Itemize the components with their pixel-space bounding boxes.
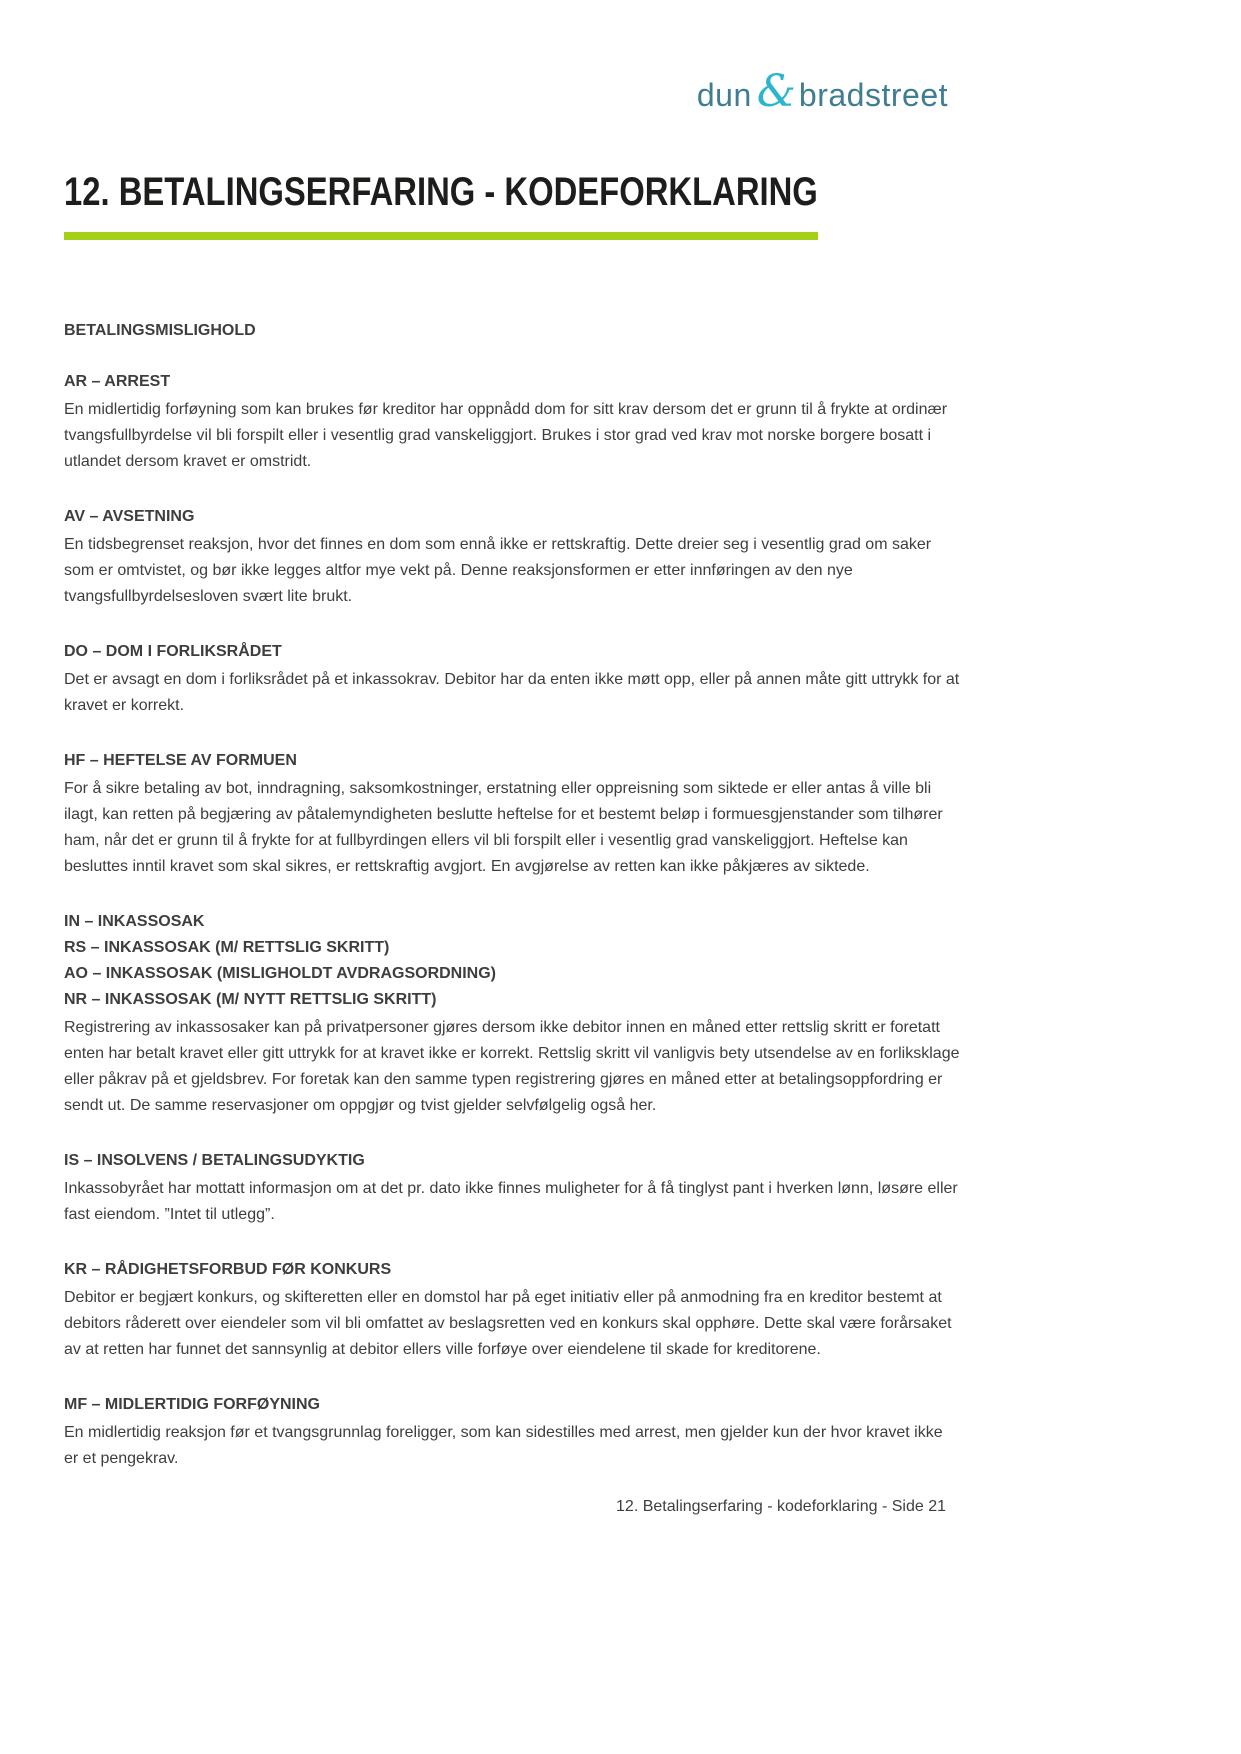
section-heading-betalingsmislighold: BETALINGSMISLIGHOLD <box>64 322 256 339</box>
code-entry <box>64 1257 960 1363</box>
entry-code-headings <box>64 1257 960 1283</box>
entry-description: Debitor er begjært konkurs, og skifteretten eller en domstol har på eget initiativ eller på anmodning fra en kreditor bestemt at debitors råderett over eiendeler som vil bli omfattet av beslagsretten ved en konkurs skal opphøre. Dette skal være forårsaket av at retten har funnet det sannsynlig at debitor ellers ville forføye over eiendelene til skade for kreditorene. <box>64 1289 952 1358</box>
code-entry <box>64 639 960 719</box>
entry-code-headings <box>64 909 960 1013</box>
code-entry <box>64 909 960 1119</box>
entry-code-headings <box>64 369 960 395</box>
logo-word-bradstreet: bradstreet <box>798 77 948 113</box>
entry-description: En midlertidig reaksjon før et tvangsgrunnlag foreligger, som kan sidestilles med arrest, men gjelder kun der hvor kravet ikke er et pengekrav. <box>64 1424 943 1467</box>
code-entry <box>64 1148 960 1228</box>
page-footer: 12. Betalingserfaring - kodeforklaring - Side 21 <box>616 1498 946 1515</box>
entry-description: En midlertidig forføyning som kan brukes før kreditor har oppnådd dom for sitt krav dersom det er grunn til å frykte at ordinær tvangsfullbyrdelse vil bli forspilt eller i vesentlig grad vanskeliggjort. Brukes i stor grad ved krav mot norske borgere bosatt i utlandet dersom kravet er omstridt. <box>64 401 948 470</box>
logo-ampersand-icon: & <box>756 66 796 117</box>
entry-code-heading: AR – ARREST <box>64 373 171 390</box>
entry-code-heading: AO – INKASSOSAK (MISLIGHOLDT AVDRAGSORDNING) <box>64 965 497 982</box>
entry-code-heading: DO – DOM I FORLIKSRÅDET <box>64 643 282 660</box>
entry-code-heading: KR – RÅDIGHETSFORBUD FØR KONKURS <box>64 1261 392 1278</box>
logo-word-dun: dun <box>696 77 752 113</box>
title-underline-bar <box>64 232 818 240</box>
entry-code-heading: HF – HEFTELSE AV FORMUEN <box>64 752 297 769</box>
entry-code-heading: RS – INKASSOSAK (M/ RETTSLIG SKRITT) <box>64 939 390 956</box>
page-title: 12. BETALINGSERFARING - KODEFORKLARING <box>64 170 818 214</box>
entry-code-headings <box>64 748 960 774</box>
entry-description: Inkassobyrået har mottatt informasjon om at det pr. dato ikke finnes muligheter for å få tinglyst pant i hverken lønn, løsøre eller fast eiendom. ”Intet til utlegg”. <box>64 1180 958 1223</box>
entry-code-headings <box>64 639 960 665</box>
entry-code-heading: IN – INKASSOSAK <box>64 913 205 930</box>
entry-code-heading: IS – INSOLVENS / BETALINGSUDYKTIG <box>64 1152 365 1169</box>
code-entry-list <box>64 369 960 1472</box>
entry-code-headings <box>64 1148 960 1174</box>
entry-description: Registrering av inkassosaker kan på privatpersoner gjøres dersom ikke debitor innen en måned etter rettslig skritt er foretatt enten har betalt kravet eller gitt uttrykk for at kravet ikke er korrekt. Rettslig skritt vil vanligvis bety utsendelse av en forliksklage eller påkrav på et gjeldsbrev. For foretak kan den samme typen registrering gjøres en måned etter at betalingsoppfordring er sendt ut. De samme reservasjoner om oppgjør og tvist gjelder selvfølgelig også her. <box>64 1019 960 1114</box>
entry-code-headings <box>64 504 960 530</box>
entry-code-heading: AV – AVSETNING <box>64 508 195 525</box>
code-entry <box>64 748 960 880</box>
entry-code-heading: MF – MIDLERTIDIG FORFØYNING <box>64 1396 320 1413</box>
document-content <box>64 0 960 1472</box>
code-entry <box>64 369 960 475</box>
entry-description: For å sikre betaling av bot, inndragning, saksomkostninger, erstatning eller oppreisning som siktede er eller antas å ville bli ilagt, kan retten på begjæring av påtalemyndigheten beslutte heftelse for et bestemt beløp i formuesgjenstander som tilhører ham, når det er grunn til å frykte for at fullbyrdingen ellers vil bli forspilt eller i vesentlig grad vanskeliggjort. Heftelse kan besluttes inntil kravet som skal sikres, er rettskraftig avgjort. En avgjørelse av retten kan ikke påkjæres av siktede. <box>64 780 943 875</box>
entry-description: En tidsbegrenset reaksjon, hvor det finnes en dom som ennå ikke er rettskraftig. Dette dreier seg i vesentlig grad om saker som er omtvistet, og bør ikke legges altfor mye vekt på. Denne reaksjonsformen er etter innføringen av den nye tvangsfullbyrdelsesloven svært lite brukt. <box>64 536 932 605</box>
entry-description: Det er avsagt en dom i forliksrådet på et inkassokrav. Debitor har da enten ikke møtt opp, eller på annen måte gitt uttrykk for at kravet er korrekt. <box>64 671 960 714</box>
entry-code-headings <box>64 1392 960 1418</box>
code-entry <box>64 504 960 610</box>
entry-code-heading: NR – INKASSOSAK (M/ NYTT RETTSLIG SKRITT) <box>64 991 437 1008</box>
code-entry <box>64 1392 960 1472</box>
